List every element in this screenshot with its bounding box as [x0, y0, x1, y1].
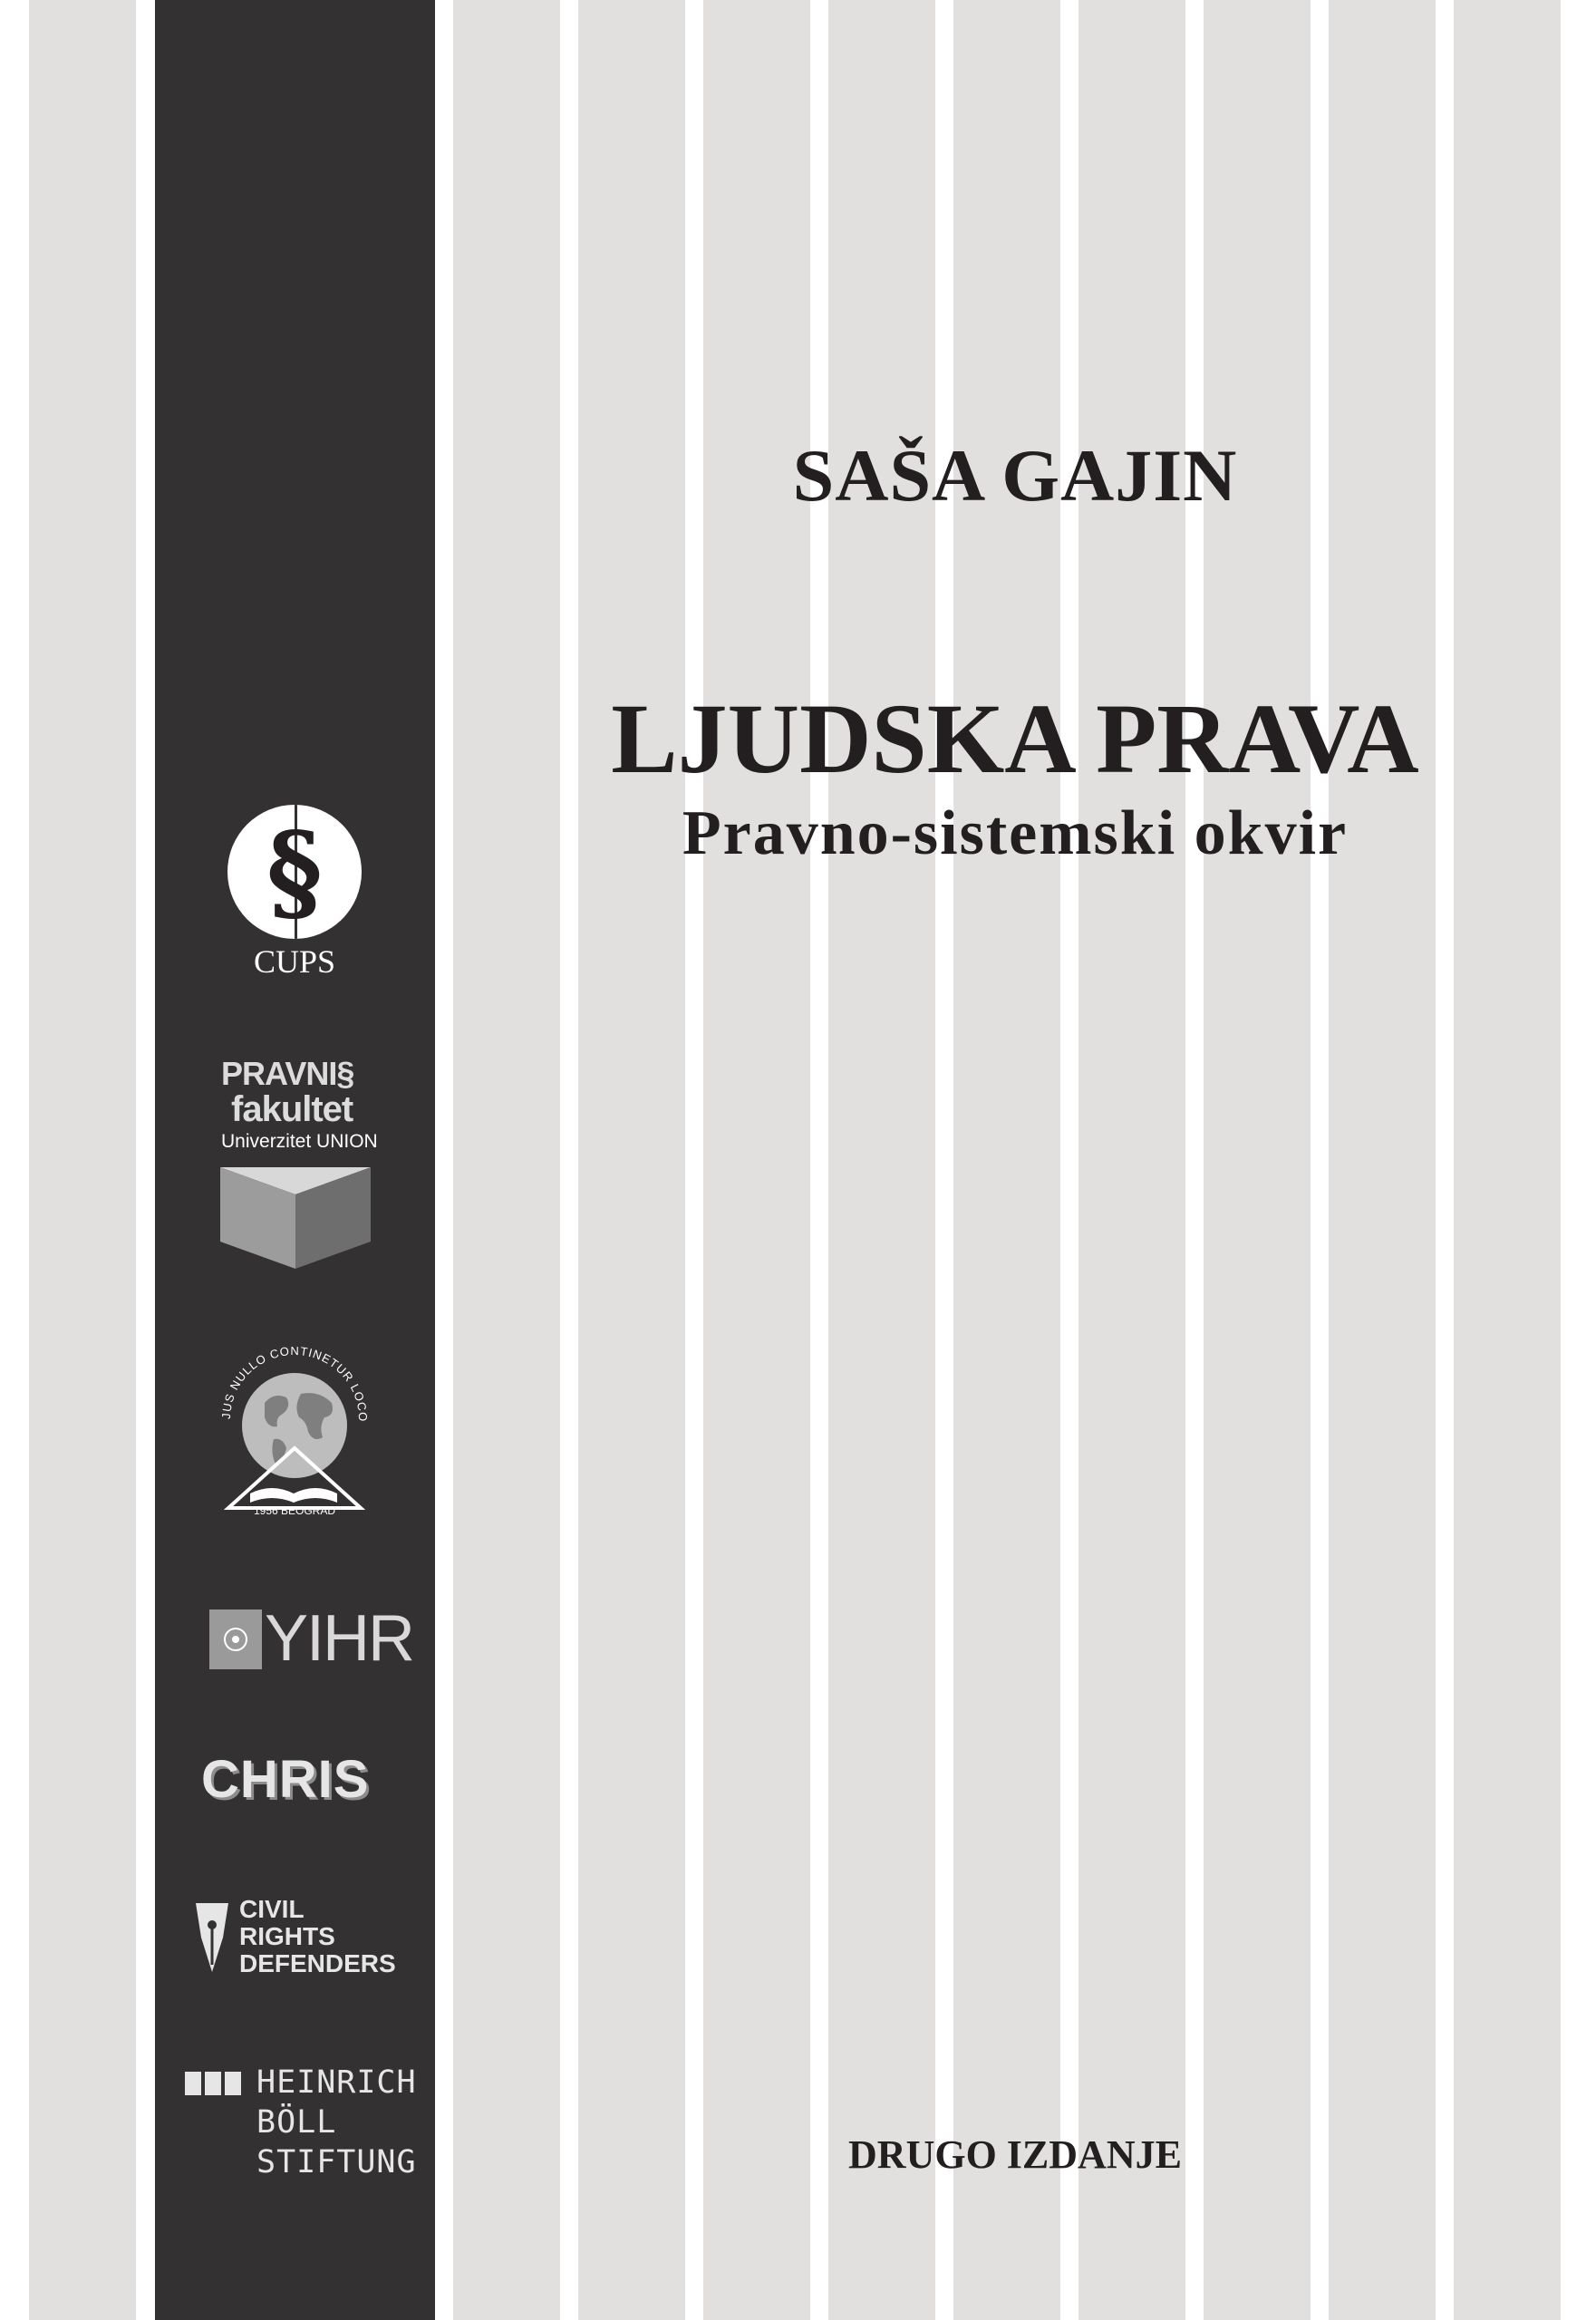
- crd-line1: CIVIL: [239, 1895, 305, 1923]
- seal-motto: JUS NULLO CONTINETUR LOCO: [218, 1343, 371, 1423]
- background-stripe: [1079, 0, 1185, 2320]
- edition-label: DRUGO IZDANJE: [848, 2132, 1182, 2177]
- hbs-line2: BÖLL: [256, 2104, 337, 2141]
- background-stripe: [953, 0, 1060, 2320]
- book-title: LJUDSKA PRAVA: [611, 683, 1419, 794]
- hbs-line1: HEINRICH: [256, 2064, 417, 2101]
- background-stripe: [1204, 0, 1311, 2320]
- yihr-emblem-icon: [209, 1610, 262, 1669]
- hbs-squares-icon: [185, 2072, 241, 2095]
- yihr-logo-text: YIHR: [265, 1602, 414, 1675]
- civil-rights-defenders-text: [239, 1896, 396, 1977]
- background-stripe: [828, 0, 935, 2320]
- globe-seal-logo: [210, 1330, 379, 1521]
- background-stripe: [1454, 0, 1561, 2320]
- pen-nib-icon: [192, 1898, 232, 1974]
- crd-line2: RIGHTS: [239, 1922, 335, 1950]
- background-stripe: [578, 0, 685, 2320]
- book-subtitle: Pravno-sistemski okvir: [682, 798, 1349, 868]
- paragraph-section-icon: §: [266, 808, 323, 934]
- background-stripe: [1329, 0, 1436, 2320]
- background-stripe: [703, 0, 810, 2320]
- seal-year: 1956 BEOGRAD: [253, 1504, 336, 1517]
- background-stripe: [29, 0, 136, 2320]
- pravni-fakultet-line1: PRAVNI§: [221, 1055, 354, 1092]
- cups-label: CUPS: [253, 943, 336, 980]
- hbs-line3: STIFTUNG: [256, 2144, 417, 2180]
- wreath-icon: [209, 1610, 262, 1669]
- pravni-fakultet-line3: Univerzitet UNION: [221, 1131, 378, 1152]
- crd-line3: DEFENDERS: [239, 1949, 396, 1977]
- author-name: SAŠA GAJIN: [792, 434, 1238, 517]
- cups-logo: [227, 805, 362, 939]
- background-stripe: [453, 0, 560, 2320]
- heinrich-boll-stiftung-text: [256, 2063, 417, 2182]
- cube-icon: [220, 1167, 371, 1269]
- chris-logo: CHRIS: [201, 1750, 370, 1809]
- pravni-fakultet-line2: fakultet: [231, 1089, 353, 1129]
